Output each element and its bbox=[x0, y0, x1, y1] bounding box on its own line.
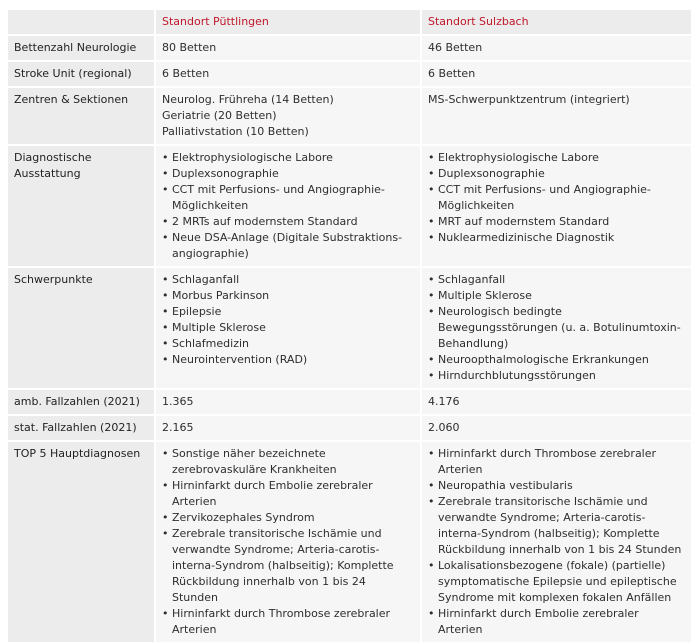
row-label: Stroke Unit (regional) bbox=[8, 61, 155, 87]
text-line: Neurolog. Frühreha (14 Betten) bbox=[162, 93, 334, 106]
cell-sulzbach bbox=[421, 145, 691, 267]
list-item: • Zervikozephales Syndrom bbox=[162, 510, 414, 526]
text-line: Palliativstation (10 Betten) bbox=[162, 125, 309, 138]
cell-sulzbach: 46 Betten bbox=[421, 35, 691, 61]
row-bettenzahl bbox=[8, 35, 691, 61]
list-item: • Schlaganfall bbox=[162, 272, 414, 288]
list-item: • Neurologisch bedingte Bewegungsstörungen (u. a. Botulinumtoxin-Behandlung) bbox=[428, 304, 685, 352]
bullet-list bbox=[162, 446, 414, 638]
row-label: amb. Fallzahlen (2021) bbox=[8, 389, 155, 415]
row-zentren bbox=[8, 87, 691, 145]
cell-puettlingen: 6 Betten bbox=[155, 61, 421, 87]
cell-puettlingen bbox=[155, 441, 421, 642]
cell-puettlingen bbox=[155, 267, 421, 389]
list-item: • Hirninfarkt durch Thrombose zerebraler Arterien bbox=[162, 606, 414, 638]
list-item: • Multiple Sklerose bbox=[428, 288, 685, 304]
list-item: • Epilepsie bbox=[162, 304, 414, 320]
row-label: Schwerpunkte bbox=[8, 267, 155, 389]
list-item: • CCT mit Perfusions- und Angiographie-Möglichkeiten bbox=[428, 182, 685, 214]
cell-puettlingen bbox=[155, 87, 421, 145]
row-label: Diagnostische Ausstattung bbox=[8, 145, 155, 267]
list-item: • CCT mit Perfusions- und Angiographie-Möglichkeiten bbox=[162, 182, 414, 214]
row-label: stat. Fallzahlen (2021) bbox=[8, 415, 155, 441]
list-item: • Neurointervention (RAD) bbox=[162, 352, 414, 368]
cell-puettlingen bbox=[155, 145, 421, 267]
bullet-list bbox=[162, 272, 414, 368]
list-item: • Hirninfarkt durch Embolie zerebraler Arterien bbox=[162, 478, 414, 510]
bullet-list bbox=[428, 272, 685, 384]
list-item: • Hirninfarkt durch Thrombose zerebraler Arterien bbox=[428, 446, 685, 478]
list-item: • Hirninfarkt durch Embolie zerebraler Arterien bbox=[428, 606, 685, 638]
header-puettlingen: Standort Püttlingen bbox=[155, 9, 421, 35]
bullet-list bbox=[162, 150, 414, 262]
text-line: Geriatrie (20 Betten) bbox=[162, 109, 277, 122]
list-item: • Duplexsonographie bbox=[162, 166, 414, 182]
header-row bbox=[8, 9, 691, 35]
list-item: • Schlafmedizin bbox=[162, 336, 414, 352]
list-item: • Hirndurchblutungsstörungen bbox=[428, 368, 685, 384]
list-item: • Neuroopthalmologische Erkrankungen bbox=[428, 352, 685, 368]
cell-sulzbach: 4.176 bbox=[421, 389, 691, 415]
list-item: • Duplexsonographie bbox=[428, 166, 685, 182]
row-top5-diagnosen bbox=[8, 441, 691, 642]
cell-puettlingen: 80 Betten bbox=[155, 35, 421, 61]
list-item: • Morbus Parkinson bbox=[162, 288, 414, 304]
row-label: Zentren & Sektionen bbox=[8, 87, 155, 145]
header-corner bbox=[8, 9, 155, 35]
list-item: • Neuropathia vestibularis bbox=[428, 478, 685, 494]
list-item: • Lokalisationsbezogene (fokale) (partielle) symptomatische Epilepsie und epileptische Syndrome mit komplexen fokalen Anfällen bbox=[428, 558, 685, 606]
cell-puettlingen: 2.165 bbox=[155, 415, 421, 441]
list-item: • Neue DSA-Anlage (Digitale Substraktions-angiographie) bbox=[162, 230, 414, 262]
cell-sulzbach bbox=[421, 267, 691, 389]
list-item: • Elektrophysiologische Labore bbox=[428, 150, 685, 166]
list-item: • Nuklearmedizinische Diagnostik bbox=[428, 230, 685, 246]
row-diagnostik bbox=[8, 145, 691, 267]
cell-sulzbach: 6 Betten bbox=[421, 61, 691, 87]
row-label: TOP 5 Hauptdiagnosen bbox=[8, 441, 155, 642]
list-item: • Elektrophysiologische Labore bbox=[162, 150, 414, 166]
cell-sulzbach: MS-Schwerpunktzentrum (integriert) bbox=[421, 87, 691, 145]
comparison-table bbox=[8, 8, 691, 642]
header-sulzbach: Standort Sulzbach bbox=[421, 9, 691, 35]
list-item: • Sonstige näher bezeichnete zerebrovaskuläre Krankheiten bbox=[162, 446, 414, 478]
cell-puettlingen: 1.365 bbox=[155, 389, 421, 415]
list-item: • Multiple Sklerose bbox=[162, 320, 414, 336]
row-amb-fallzahlen bbox=[8, 389, 691, 415]
cell-sulzbach bbox=[421, 441, 691, 642]
row-stat-fallzahlen bbox=[8, 415, 691, 441]
bullet-list bbox=[428, 150, 685, 246]
row-label: Bettenzahl Neurologie bbox=[8, 35, 155, 61]
list-item: • MRT auf modernstem Standard bbox=[428, 214, 685, 230]
list-item: • Schlaganfall bbox=[428, 272, 685, 288]
row-stroke-unit bbox=[8, 61, 691, 87]
bullet-list bbox=[428, 446, 685, 638]
list-item: • Zerebrale transitorische Ischämie und verwandte Syndrome; Arteria-carotis-interna-Syndrom (halbseitig); Komplette Rückbildung innerhalb von 1 bis 24 Stunden bbox=[162, 526, 414, 606]
cell-sulzbach: 2.060 bbox=[421, 415, 691, 441]
list-item: • Zerebrale transitorische Ischämie und verwandte Syndrome; Arteria-carotis-interna-Syndrom (halbseitig); Komplette Rückbildung innerhalb von 1 bis 24 Stunden bbox=[428, 494, 685, 558]
row-schwerpunkte bbox=[8, 267, 691, 389]
list-item: • 2 MRTs auf modernstem Standard bbox=[162, 214, 414, 230]
